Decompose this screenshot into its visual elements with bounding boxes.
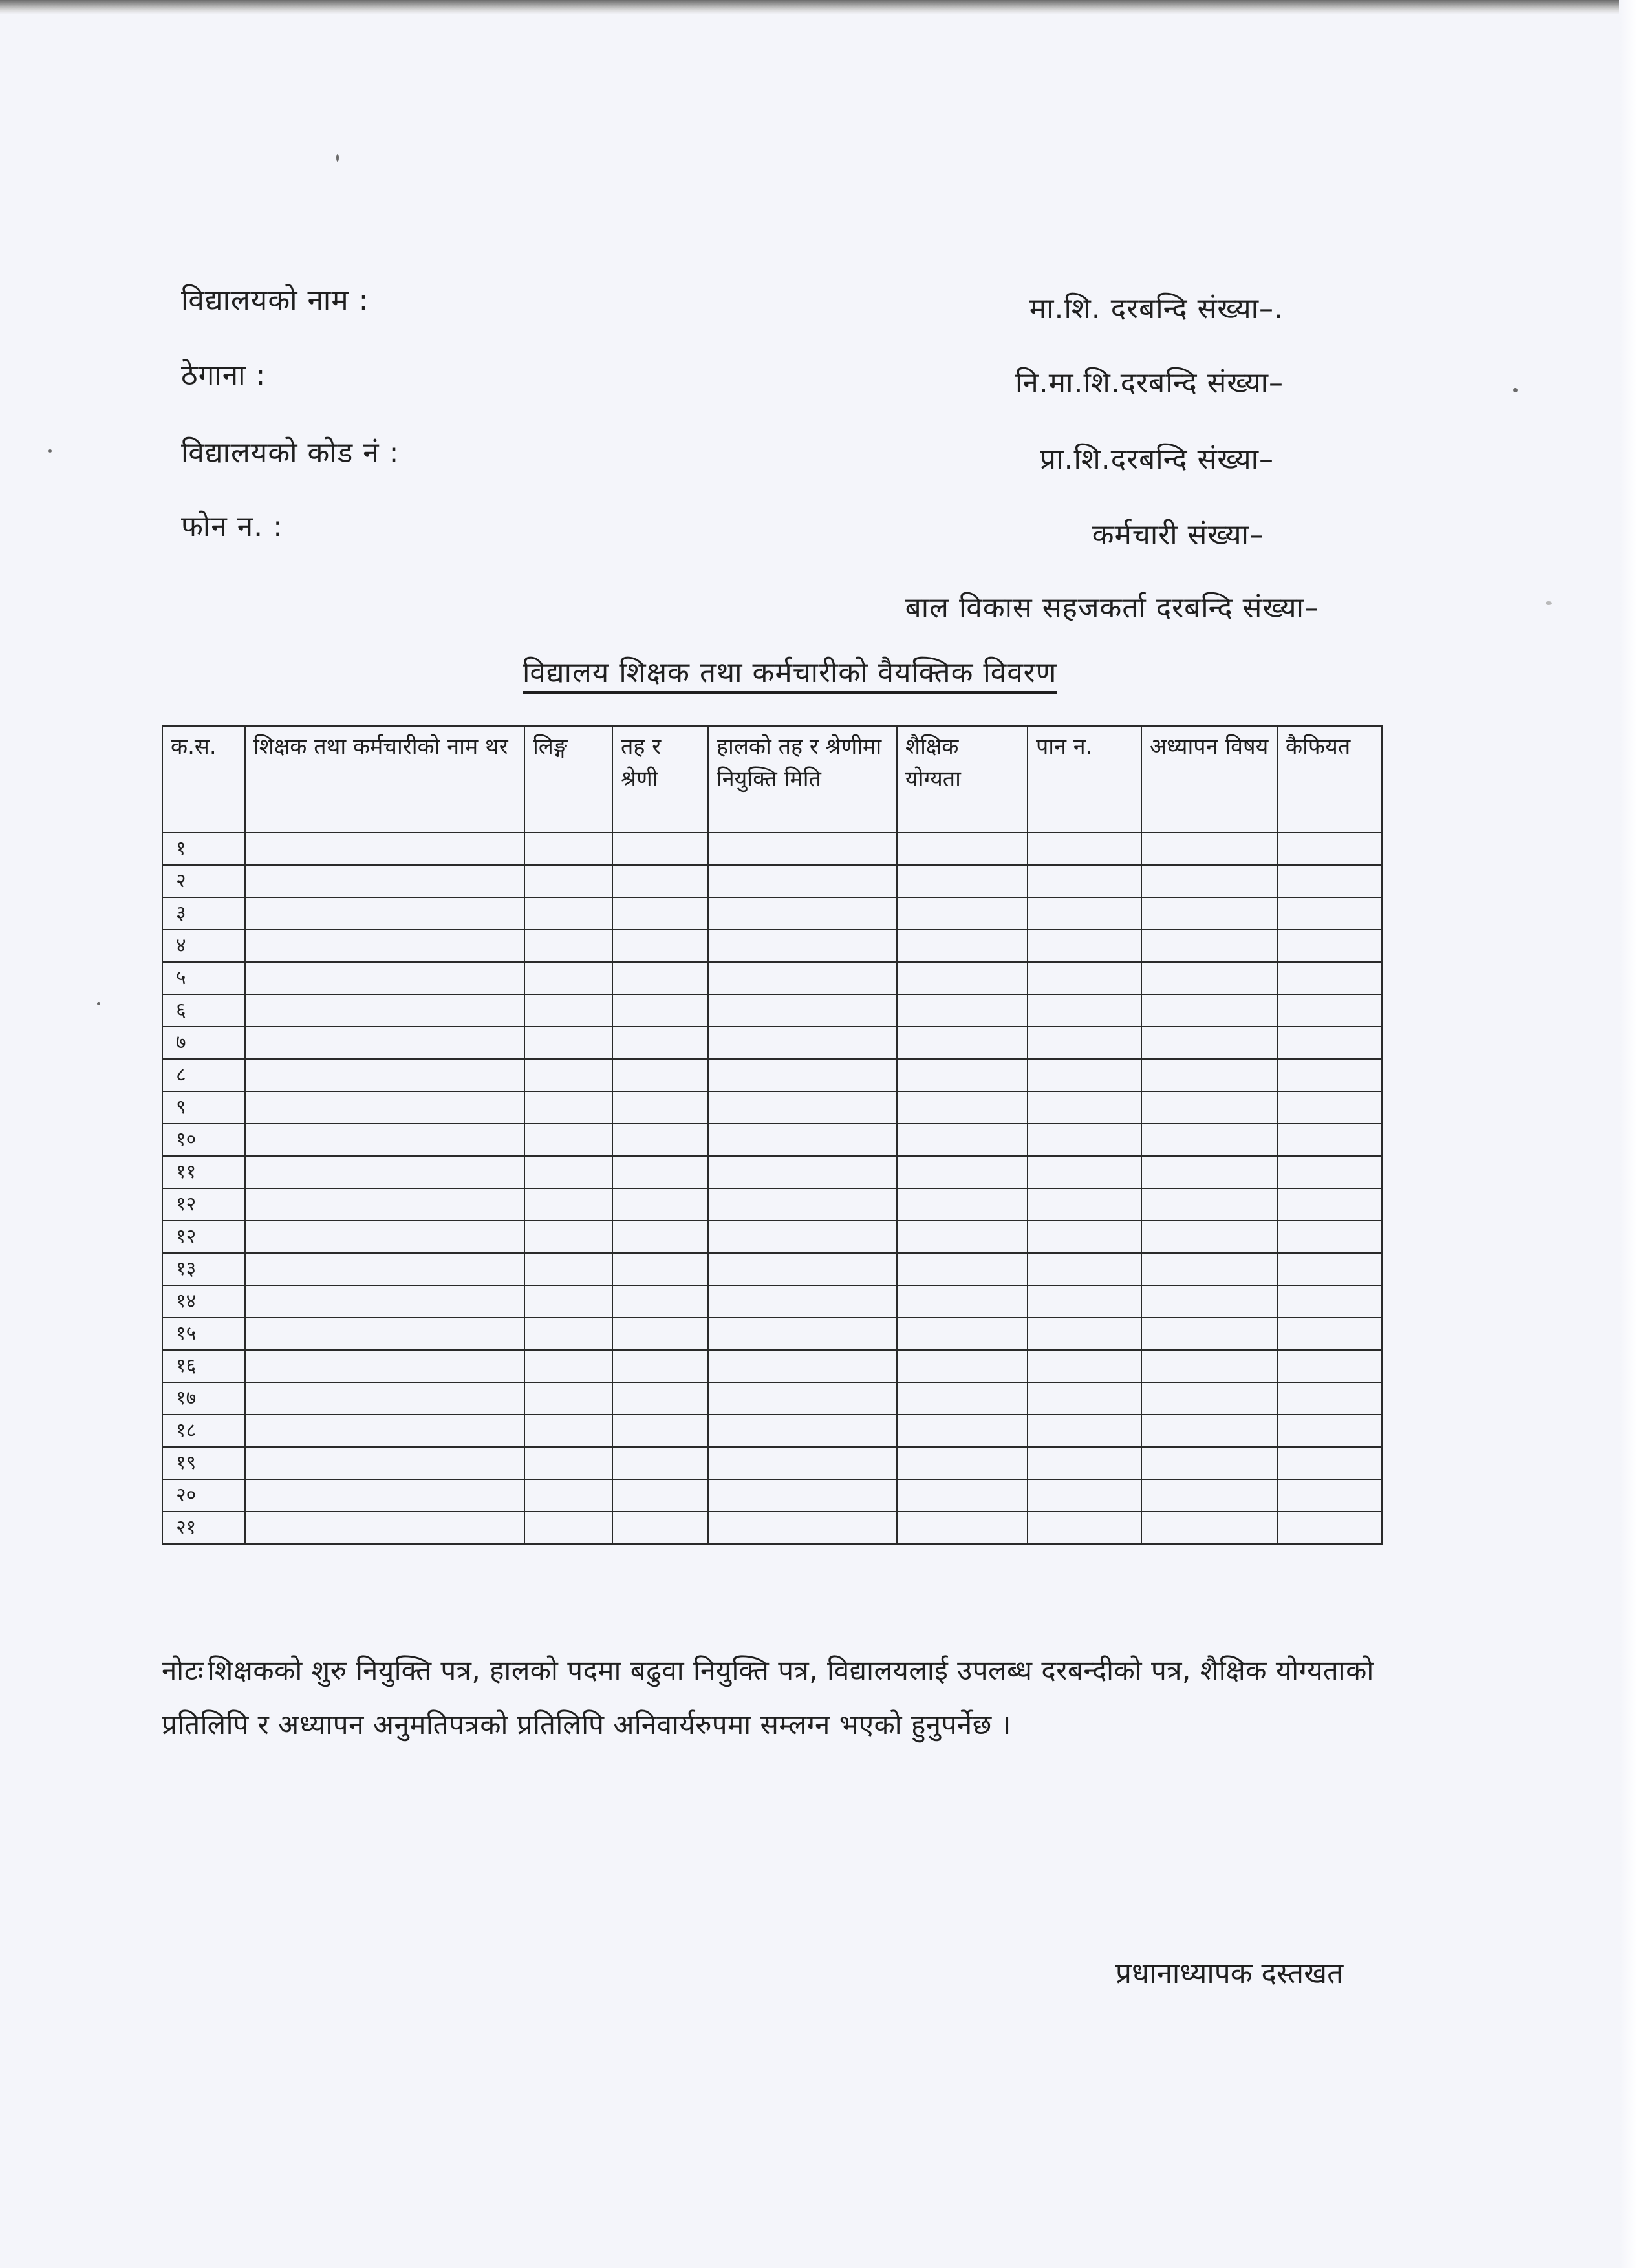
empty-cell bbox=[1028, 930, 1141, 962]
row-serial-number: १४ bbox=[162, 1285, 245, 1318]
empty-cell bbox=[612, 865, 708, 897]
table-row bbox=[162, 1285, 1382, 1318]
school-code-label: विद्यालयको कोड नं : bbox=[181, 436, 400, 469]
empty-cell bbox=[708, 1479, 897, 1512]
empty-cell bbox=[524, 897, 612, 930]
empty-cell bbox=[245, 1512, 524, 1544]
scan-speck bbox=[1513, 388, 1518, 392]
empty-cell bbox=[1277, 1479, 1382, 1512]
scan-speck bbox=[48, 449, 52, 453]
phone-label: फोन न. : bbox=[181, 510, 283, 543]
empty-cell bbox=[1028, 865, 1141, 897]
header-pan-number: पान न. bbox=[1028, 726, 1141, 833]
empty-cell bbox=[708, 1027, 897, 1059]
empty-cell bbox=[708, 1447, 897, 1479]
empty-cell bbox=[708, 1253, 897, 1285]
empty-cell bbox=[612, 1253, 708, 1285]
empty-cell bbox=[245, 1479, 524, 1512]
row-serial-number: १३ bbox=[162, 1253, 245, 1285]
empty-cell bbox=[897, 1415, 1028, 1447]
row-serial-number: ५ bbox=[162, 962, 245, 994]
table-row bbox=[162, 1350, 1382, 1382]
empty-cell bbox=[1141, 930, 1277, 962]
empty-cell bbox=[1028, 1318, 1141, 1350]
header-qualification: शैक्षिक योग्यता bbox=[897, 726, 1028, 833]
empty-cell bbox=[1141, 833, 1277, 865]
empty-cell bbox=[708, 1382, 897, 1415]
empty-cell bbox=[708, 1221, 897, 1253]
child-development-facilitator-quota-label: बाल विकास सहजकर्ता दरबन्दि संख्या– bbox=[905, 592, 1319, 625]
empty-cell bbox=[524, 1285, 612, 1318]
note-text: शिक्षकको शुरु नियुक्ति पत्र, हालको पदमा बढुवा नियुक्ति पत्र, विद्यालयलाई उपलब्ध दरबन्दीको पत्र, शैक्षिक योग्यताको प्रतिलिपि र अध्यापन अनुमतिपत्रको प्रतिलिपि अनिवार्यरुपमा सम्लग्न भएको हुनुपर्नेछ । bbox=[162, 1654, 1374, 1740]
empty-cell bbox=[612, 897, 708, 930]
row-serial-number: ३ bbox=[162, 897, 245, 930]
empty-cell bbox=[1028, 1415, 1141, 1447]
empty-cell bbox=[524, 1091, 612, 1124]
table-row bbox=[162, 1415, 1382, 1447]
empty-cell bbox=[1028, 1285, 1141, 1318]
empty-cell bbox=[708, 865, 897, 897]
empty-cell bbox=[897, 1253, 1028, 1285]
staff-count-label: कर्मचारी संख्या– bbox=[1092, 519, 1264, 551]
empty-cell bbox=[897, 1091, 1028, 1124]
empty-cell bbox=[897, 897, 1028, 930]
empty-cell bbox=[1141, 1091, 1277, 1124]
empty-cell bbox=[1141, 1350, 1277, 1382]
empty-cell bbox=[612, 1447, 708, 1479]
empty-cell bbox=[524, 930, 612, 962]
row-serial-number: २० bbox=[162, 1479, 245, 1512]
note-paragraph bbox=[162, 1643, 1449, 1752]
empty-cell bbox=[1277, 1318, 1382, 1350]
empty-cell bbox=[612, 962, 708, 994]
empty-cell bbox=[524, 1415, 612, 1447]
empty-cell bbox=[612, 1188, 708, 1221]
primary-teacher-quota-label: प्रा.शि.दरबन्दि संख्या– bbox=[1040, 443, 1274, 476]
empty-cell bbox=[524, 1027, 612, 1059]
staff-details-table bbox=[162, 725, 1383, 1545]
empty-cell bbox=[1028, 1027, 1141, 1059]
empty-cell bbox=[245, 1221, 524, 1253]
empty-cell bbox=[1277, 1415, 1382, 1447]
empty-cell bbox=[612, 1027, 708, 1059]
empty-cell bbox=[897, 1447, 1028, 1479]
empty-cell bbox=[524, 1479, 612, 1512]
empty-cell bbox=[708, 1415, 897, 1447]
row-serial-number: ४ bbox=[162, 930, 245, 962]
empty-cell bbox=[245, 1188, 524, 1221]
empty-cell bbox=[245, 1156, 524, 1188]
empty-cell bbox=[1028, 897, 1141, 930]
empty-cell bbox=[524, 1318, 612, 1350]
empty-cell bbox=[1277, 1124, 1382, 1156]
empty-cell bbox=[524, 1156, 612, 1188]
table-row bbox=[162, 962, 1382, 994]
empty-cell bbox=[1141, 1059, 1277, 1091]
empty-cell bbox=[897, 1188, 1028, 1221]
scan-speck bbox=[97, 1002, 100, 1005]
table-row bbox=[162, 1027, 1382, 1059]
empty-cell bbox=[1277, 1285, 1382, 1318]
row-serial-number: १७ bbox=[162, 1382, 245, 1415]
scan-speck bbox=[1546, 601, 1552, 605]
empty-cell bbox=[245, 1027, 524, 1059]
empty-cell bbox=[1277, 1091, 1382, 1124]
secondary-teacher-quota-label: मा.शि. दरबन्दि संख्या–. bbox=[1029, 292, 1284, 325]
empty-cell bbox=[708, 1091, 897, 1124]
row-serial-number: १२ bbox=[162, 1221, 245, 1253]
empty-cell bbox=[1141, 1382, 1277, 1415]
empty-cell bbox=[524, 1221, 612, 1253]
empty-cell bbox=[1028, 1447, 1141, 1479]
lower-secondary-teacher-quota-label: नि.मा.शि.दरबन्दि संख्या– bbox=[1015, 367, 1284, 400]
empty-cell bbox=[612, 1382, 708, 1415]
header-name: शिक्षक तथा कर्मचारीको नाम थर bbox=[245, 726, 524, 833]
table-row bbox=[162, 1221, 1382, 1253]
empty-cell bbox=[524, 1059, 612, 1091]
empty-cell bbox=[1277, 1221, 1382, 1253]
empty-cell bbox=[1141, 1156, 1277, 1188]
empty-cell bbox=[245, 1091, 524, 1124]
empty-cell bbox=[612, 1318, 708, 1350]
empty-cell bbox=[897, 962, 1028, 994]
empty-cell bbox=[1028, 1059, 1141, 1091]
table-row bbox=[162, 994, 1382, 1027]
empty-cell bbox=[897, 1124, 1028, 1156]
empty-cell bbox=[612, 1091, 708, 1124]
address-label: ठेगाना : bbox=[181, 359, 266, 392]
empty-cell bbox=[897, 1318, 1028, 1350]
row-serial-number: १५ bbox=[162, 1318, 245, 1350]
form-title: विद्यालय शिक्षक तथा कर्मचारीको वैयक्तिक विवरण bbox=[523, 656, 1057, 689]
empty-cell bbox=[897, 1027, 1028, 1059]
table-body bbox=[162, 833, 1382, 1544]
empty-cell bbox=[245, 1285, 524, 1318]
empty-cell bbox=[1277, 962, 1382, 994]
empty-cell bbox=[245, 833, 524, 865]
empty-cell bbox=[524, 962, 612, 994]
table-row bbox=[162, 897, 1382, 930]
empty-cell bbox=[612, 1512, 708, 1544]
empty-cell bbox=[1028, 994, 1141, 1027]
empty-cell bbox=[1277, 1156, 1382, 1188]
empty-cell bbox=[524, 865, 612, 897]
header-teaching-subject: अध्यापन विषय bbox=[1141, 726, 1277, 833]
empty-cell bbox=[897, 1479, 1028, 1512]
row-serial-number: १० bbox=[162, 1124, 245, 1156]
empty-cell bbox=[708, 1350, 897, 1382]
empty-cell bbox=[1028, 1188, 1141, 1221]
empty-cell bbox=[245, 1059, 524, 1091]
empty-cell bbox=[897, 1059, 1028, 1091]
table-row bbox=[162, 1318, 1382, 1350]
row-serial-number: २१ bbox=[162, 1512, 245, 1544]
empty-cell bbox=[245, 1447, 524, 1479]
note-label: नोटः bbox=[162, 1654, 204, 1686]
empty-cell bbox=[1028, 1091, 1141, 1124]
empty-cell bbox=[245, 930, 524, 962]
empty-cell bbox=[1028, 962, 1141, 994]
empty-cell bbox=[524, 994, 612, 1027]
empty-cell bbox=[1028, 1221, 1141, 1253]
row-serial-number: ११ bbox=[162, 1156, 245, 1188]
empty-cell bbox=[245, 1415, 524, 1447]
table-row bbox=[162, 1253, 1382, 1285]
empty-cell bbox=[612, 1059, 708, 1091]
empty-cell bbox=[1141, 1285, 1277, 1318]
empty-cell bbox=[612, 1124, 708, 1156]
empty-cell bbox=[1028, 1512, 1141, 1544]
table-row bbox=[162, 1124, 1382, 1156]
empty-cell bbox=[1141, 1415, 1277, 1447]
empty-cell bbox=[897, 1221, 1028, 1253]
empty-cell bbox=[1141, 865, 1277, 897]
empty-cell bbox=[612, 1221, 708, 1253]
empty-cell bbox=[1141, 1318, 1277, 1350]
empty-cell bbox=[1028, 1479, 1141, 1512]
empty-cell bbox=[708, 1285, 897, 1318]
empty-cell bbox=[708, 1124, 897, 1156]
empty-cell bbox=[1141, 994, 1277, 1027]
empty-cell bbox=[1141, 1253, 1277, 1285]
school-name-label: विद्यालयको नाम : bbox=[181, 284, 369, 317]
scan-edge-right bbox=[1619, 0, 1649, 2268]
table-row bbox=[162, 1156, 1382, 1188]
empty-cell bbox=[612, 1415, 708, 1447]
empty-cell bbox=[524, 1447, 612, 1479]
table-row bbox=[162, 833, 1382, 865]
row-serial-number: १६ bbox=[162, 1350, 245, 1382]
empty-cell bbox=[1141, 1221, 1277, 1253]
empty-cell bbox=[612, 833, 708, 865]
row-serial-number: ८ bbox=[162, 1059, 245, 1091]
table-row bbox=[162, 1512, 1382, 1544]
empty-cell bbox=[1277, 930, 1382, 962]
empty-cell bbox=[897, 1512, 1028, 1544]
empty-cell bbox=[1141, 1479, 1277, 1512]
empty-cell bbox=[897, 994, 1028, 1027]
header-appointment-date: हालको तह र श्रेणीमा नियुक्ति मिति bbox=[708, 726, 897, 833]
empty-cell bbox=[1141, 1188, 1277, 1221]
table-row bbox=[162, 1188, 1382, 1221]
row-serial-number: १८ bbox=[162, 1415, 245, 1447]
empty-cell bbox=[708, 994, 897, 1027]
empty-cell bbox=[245, 897, 524, 930]
empty-cell bbox=[524, 1188, 612, 1221]
empty-cell bbox=[245, 1124, 524, 1156]
table-row bbox=[162, 1091, 1382, 1124]
empty-cell bbox=[524, 1350, 612, 1382]
header-level-grade: तह र श्रेणी bbox=[612, 726, 708, 833]
table-header-row bbox=[162, 726, 1382, 833]
empty-cell bbox=[245, 962, 524, 994]
scan-edge-top bbox=[0, 0, 1649, 14]
empty-cell bbox=[708, 1059, 897, 1091]
empty-cell bbox=[708, 930, 897, 962]
empty-cell bbox=[245, 1350, 524, 1382]
empty-cell bbox=[1141, 897, 1277, 930]
scan-speck bbox=[336, 154, 339, 162]
empty-cell bbox=[245, 994, 524, 1027]
empty-cell bbox=[897, 1285, 1028, 1318]
empty-cell bbox=[524, 1382, 612, 1415]
empty-cell bbox=[1277, 1382, 1382, 1415]
empty-cell bbox=[897, 1350, 1028, 1382]
headmaster-signature-label: प्रधानाध्यापक दस्तखत bbox=[1116, 1957, 1344, 1990]
empty-cell bbox=[1277, 1447, 1382, 1479]
empty-cell bbox=[708, 1512, 897, 1544]
row-serial-number: ९ bbox=[162, 1091, 245, 1124]
empty-cell bbox=[897, 865, 1028, 897]
table-row bbox=[162, 930, 1382, 962]
empty-cell bbox=[1277, 897, 1382, 930]
empty-cell bbox=[245, 1318, 524, 1350]
empty-cell bbox=[708, 962, 897, 994]
empty-cell bbox=[524, 1124, 612, 1156]
row-serial-number: २ bbox=[162, 865, 245, 897]
table-row bbox=[162, 865, 1382, 897]
empty-cell bbox=[245, 1382, 524, 1415]
empty-cell bbox=[897, 833, 1028, 865]
empty-cell bbox=[524, 1253, 612, 1285]
row-serial-number: १२ bbox=[162, 1188, 245, 1221]
empty-cell bbox=[1277, 1350, 1382, 1382]
empty-cell bbox=[1277, 1059, 1382, 1091]
empty-cell bbox=[1277, 865, 1382, 897]
empty-cell bbox=[708, 1318, 897, 1350]
empty-cell bbox=[897, 930, 1028, 962]
empty-cell bbox=[612, 1156, 708, 1188]
empty-cell bbox=[1277, 1188, 1382, 1221]
empty-cell bbox=[1277, 1253, 1382, 1285]
header-gender: लिङ्ग bbox=[524, 726, 612, 833]
empty-cell bbox=[524, 833, 612, 865]
empty-cell bbox=[524, 1512, 612, 1544]
empty-cell bbox=[708, 1188, 897, 1221]
empty-cell bbox=[897, 1382, 1028, 1415]
empty-cell bbox=[1141, 1124, 1277, 1156]
row-serial-number: ६ bbox=[162, 994, 245, 1027]
empty-cell bbox=[1277, 833, 1382, 865]
empty-cell bbox=[245, 865, 524, 897]
empty-cell bbox=[612, 1479, 708, 1512]
empty-cell bbox=[708, 1156, 897, 1188]
empty-cell bbox=[897, 1156, 1028, 1188]
row-serial-number: ७ bbox=[162, 1027, 245, 1059]
table-row bbox=[162, 1479, 1382, 1512]
row-serial-number: १ bbox=[162, 833, 245, 865]
empty-cell bbox=[708, 897, 897, 930]
empty-cell bbox=[1141, 1027, 1277, 1059]
table-row bbox=[162, 1447, 1382, 1479]
empty-cell bbox=[1277, 1027, 1382, 1059]
empty-cell bbox=[1028, 1350, 1141, 1382]
empty-cell bbox=[1141, 1447, 1277, 1479]
empty-cell bbox=[1277, 1512, 1382, 1544]
empty-cell bbox=[1028, 1156, 1141, 1188]
empty-cell bbox=[612, 1285, 708, 1318]
empty-cell bbox=[1141, 1512, 1277, 1544]
table-row bbox=[162, 1382, 1382, 1415]
empty-cell bbox=[1028, 1253, 1141, 1285]
empty-cell bbox=[612, 994, 708, 1027]
empty-cell bbox=[1028, 833, 1141, 865]
empty-cell bbox=[245, 1253, 524, 1285]
empty-cell bbox=[708, 833, 897, 865]
empty-cell bbox=[612, 1350, 708, 1382]
header-remarks: कैफियत bbox=[1277, 726, 1382, 833]
empty-cell bbox=[1028, 1382, 1141, 1415]
empty-cell bbox=[1028, 1124, 1141, 1156]
table-row bbox=[162, 1059, 1382, 1091]
empty-cell bbox=[1277, 994, 1382, 1027]
empty-cell bbox=[1141, 962, 1277, 994]
empty-cell bbox=[612, 930, 708, 962]
row-serial-number: १९ bbox=[162, 1447, 245, 1479]
header-serial-number: क.स. bbox=[162, 726, 245, 833]
